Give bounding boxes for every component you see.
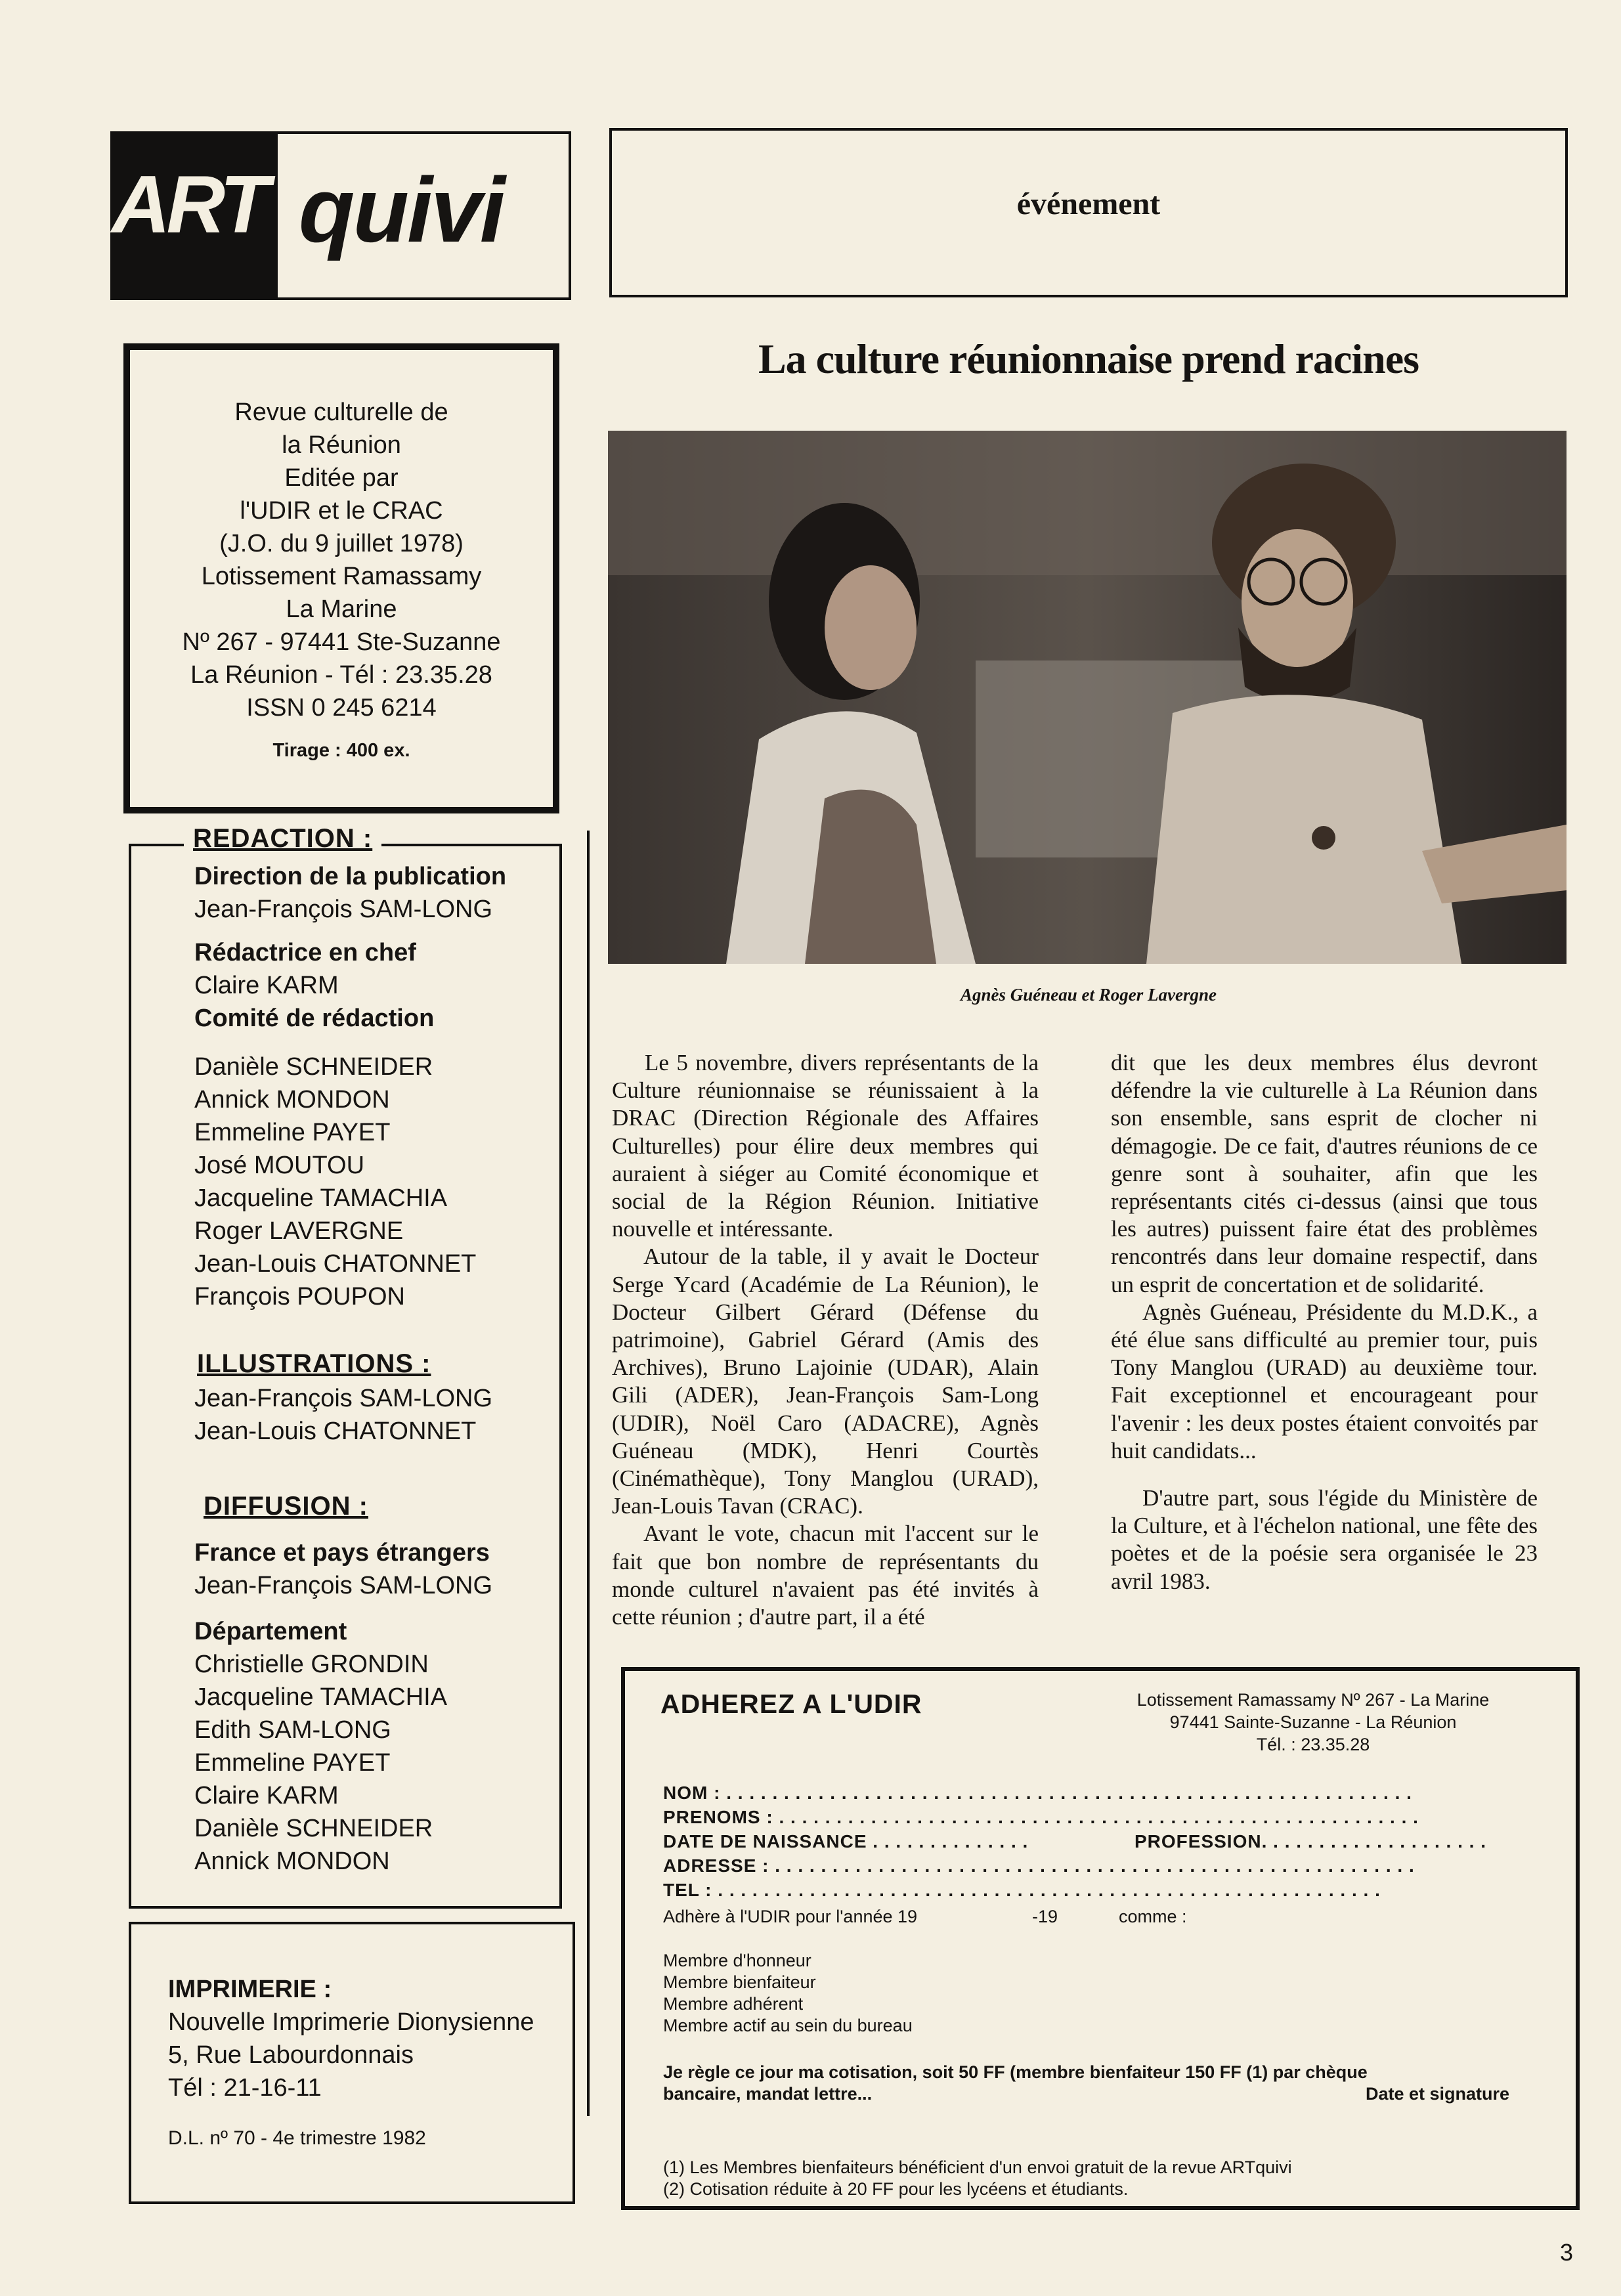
- print-run: Tirage : 400 ex.: [272, 740, 410, 761]
- photo-illustration: [608, 431, 1567, 964]
- date-naissance-field[interactable]: DATE DE NAISSANCE . . . . . . . . . . . . . .: [663, 1831, 1029, 1852]
- illustrator-name: Jean-François SAM-LONG: [194, 1385, 493, 1412]
- column-rule: [587, 831, 590, 2116]
- direction-label: Direction de la publication: [194, 863, 507, 890]
- departement-member: Annick MONDON: [194, 1848, 390, 1875]
- printer-line: Nouvelle Imprimerie Dionysienne: [168, 2008, 534, 2036]
- info-line: la Réunion: [282, 431, 401, 459]
- signature-label: Date et signature: [1366, 2084, 1510, 2104]
- comite-member: Annick MONDON: [194, 1086, 390, 1114]
- comite-member: Roger LAVERGNE: [194, 1217, 404, 1245]
- comite-member: José MOUTOU: [194, 1152, 365, 1179]
- article-paragraph: Le 5 novembre, divers représentants de la Culture réunionnaise se réunissaient à la DRAC (Direction Régionale des Affaires Culturelles) pour élire deux membres qui auraient à siéger au Comité économique et social de la Région Réunion. Initiative nouvelle et intéressante.: [612, 1050, 1039, 1242]
- footnote: (2) Cotisation réduite à 20 FF pour les lycéens et étudiants.: [663, 2179, 1129, 2199]
- redactrice-label: Rédactrice en chef: [194, 939, 416, 966]
- info-line: Revue culturelle de: [234, 399, 448, 426]
- info-line: l'UDIR et le CRAC: [240, 497, 443, 525]
- logo-art-text: ART: [112, 160, 266, 250]
- diffusion-title: DIFFUSION :: [194, 1490, 378, 1522]
- departement-member: Edith SAM-LONG: [194, 1716, 391, 1744]
- departement-member: Emmeline PAYET: [194, 1749, 391, 1777]
- article-column-2: [1111, 1049, 1538, 1595]
- departement-label: Département: [194, 1618, 347, 1645]
- footnote: (1) Les Membres bienfaiteurs bénéficient d'un envoi gratuit de la revue ARTquivi: [663, 2157, 1292, 2177]
- printer-line: Tél : 21-16-11: [168, 2074, 322, 2102]
- page-number: 3: [1560, 2239, 1574, 2266]
- comite-member: Danièle SCHNEIDER: [194, 1053, 433, 1081]
- comite-member: Jean-Louis CHATONNET: [194, 1250, 477, 1278]
- comite-member: Emmeline PAYET: [194, 1119, 391, 1146]
- article-column-1: [612, 1049, 1039, 1631]
- direction-name: Jean-François SAM-LONG: [194, 896, 493, 923]
- article-paragraph: dit que les deux membres élus devront défendre la vie culturelle à La Réunion dans son ensemble, sans esprit de clocher ni démagogie. De ce fait, d'autres réunions de ce genre sont à souhaiter, afin que les représentants cités ci-dessus (ainsi que tous les autres) puissent faire état des problèmes rencontrés dans leur domaine respectif, dans un esprit de concertation et de solidarité.: [1111, 1050, 1538, 1297]
- form-address-line: 97441 Sainte-Suzanne - La Réunion: [1169, 1712, 1457, 1732]
- adresse-field[interactable]: ADRESSE : . . . . . . . . . . . . . . . . . . . . . . . . . . . . . . . . . . . . . . . . . . . . . . . . . . . . . . . .: [663, 1855, 1415, 1876]
- printer-line: 5, Rue Labourdonnais: [168, 2041, 414, 2069]
- payment-text: Je règle ce jour ma cotisation, soit 50 FF (membre bienfaiteur 150 FF (1) par chèque: [663, 2062, 1368, 2082]
- article-paragraph: D'autre part, sous l'égide du Ministère de la Culture, et à l'échelon national, une fête des poètes et de la poésie sera organisée le 23 avril 1983.: [1111, 1485, 1538, 1594]
- info-line: (J.O. du 9 juillet 1978): [219, 530, 464, 557]
- nom-field[interactable]: NOM : . . . . . . . . . . . . . . . . . . . . . . . . . . . . . . . . . . . . . . . . . . . . . . . . . . . . . . . . . . . .: [663, 1783, 1412, 1803]
- redaction-title: REDACTION :: [184, 823, 381, 854]
- illustrator-name: Jean-Louis CHATONNET: [194, 1418, 477, 1445]
- photo-caption: Agnès Guéneau et Roger Lavergne: [961, 985, 1217, 1005]
- membership-option[interactable]: Membre adhérent: [663, 1994, 804, 2014]
- article-headline: La culture réunionnaise prend racines: [758, 336, 1419, 382]
- legal-deposit: D.L. nº 70 - 4e trimestre 1982: [168, 2127, 426, 2149]
- info-line: Editée par: [284, 464, 399, 492]
- comite-member: François POUPON: [194, 1283, 405, 1310]
- france-label: France et pays étrangers: [194, 1539, 490, 1567]
- info-line: Nº 267 - 97441 Ste-Suzanne: [182, 628, 501, 656]
- section-label: événement: [1016, 186, 1161, 221]
- adhere-year-to: -19: [1032, 1907, 1058, 1926]
- profession-field[interactable]: PROFESSION. . . . . . . . . . . . . . . . . . . .: [1135, 1831, 1486, 1852]
- info-line: Lotissement Ramassamy: [201, 563, 482, 590]
- article-paragraph: Agnès Guéneau, Présidente du M.D.K., a été élue sans difficulté au premier tour, puis Tony Manglou (URAD) au deuxième tour. Fait exceptionnel et encourageant pour l'avenir : les deux postes étaient convoités par huit candidats...: [1111, 1299, 1538, 1463]
- departement-member: Jacqueline TAMACHIA: [194, 1683, 448, 1711]
- comite-member: Jacqueline TAMACHIA: [194, 1184, 448, 1212]
- redactrice-name: Claire KARM: [194, 972, 339, 999]
- payment-text: bancaire, mandat lettre...: [663, 2084, 873, 2104]
- membership-option[interactable]: Membre d'honneur: [663, 1951, 811, 1970]
- article-paragraph: Avant le vote, chacun mit l'accent sur le fait que bon nombre de représentants du monde culturel n'avaient pas été invités à cette réunion ; d'autre part, il a été: [612, 1521, 1039, 1630]
- prenoms-field[interactable]: PRENOMS : . . . . . . . . . . . . . . . . . . . . . . . . . . . . . . . . . . . . . . . . . . . . . . . . . . . . . . . .: [663, 1807, 1419, 1827]
- departement-member: Claire KARM: [194, 1782, 339, 1809]
- info-line: La Réunion - Tél : 23.35.28: [190, 661, 492, 689]
- membership-option[interactable]: Membre bienfaiteur: [663, 1972, 816, 1992]
- info-line: ISSN 0 245 6214: [246, 694, 437, 722]
- form-address-line: Lotissement Ramassamy Nº 267 - La Marine: [1136, 1690, 1490, 1710]
- tel-field[interactable]: TEL : . . . . . . . . . . . . . . . . . . . . . . . . . . . . . . . . . . . . . . . . . . . . . . . . . . . . . . . . . .: [663, 1880, 1381, 1900]
- illustrations-title: ILLUSTRATIONS :: [188, 1348, 440, 1379]
- france-name: Jean-François SAM-LONG: [194, 1572, 493, 1599]
- article-paragraph: Autour de la table, il y avait le Docteur Serge Ycard (Académie de La Réunion), le Docteur Gilbert Gérard (Défense du patrimoine), Gabriel Gérard (Amis des Archives), Bruno Lajoinie (UDAR), Alain Gili (ADER), Jean-François Sam-Long (UDIR), Noël Caro (ADACRE), Agnès Guéneau (MDK), Henri Courtès (Cinémathèque), Tony Manglou (URAD), Jean-Louis Tavan (CRAC).: [612, 1244, 1039, 1519]
- adhere-comme: comme :: [1119, 1907, 1187, 1926]
- departement-member: Christielle GRONDIN: [194, 1651, 429, 1678]
- form-address-line: Tél. : 23.35.28: [1256, 1735, 1370, 1754]
- membership-option[interactable]: Membre actif au sein du bureau: [663, 2016, 913, 2035]
- printer-title: IMPRIMERIE :: [168, 1976, 332, 2003]
- logo-quivi-text: quivi: [299, 158, 504, 261]
- departement-member: Danièle SCHNEIDER: [194, 1815, 433, 1842]
- adhere-text: Adhère à l'UDIR pour l'année 19: [663, 1907, 918, 1926]
- form-title: ADHEREZ A L'UDIR: [660, 1689, 922, 1719]
- info-line: La Marine: [286, 596, 397, 623]
- comite-label: Comité de rédaction: [194, 1005, 435, 1032]
- article-photo: [608, 431, 1567, 964]
